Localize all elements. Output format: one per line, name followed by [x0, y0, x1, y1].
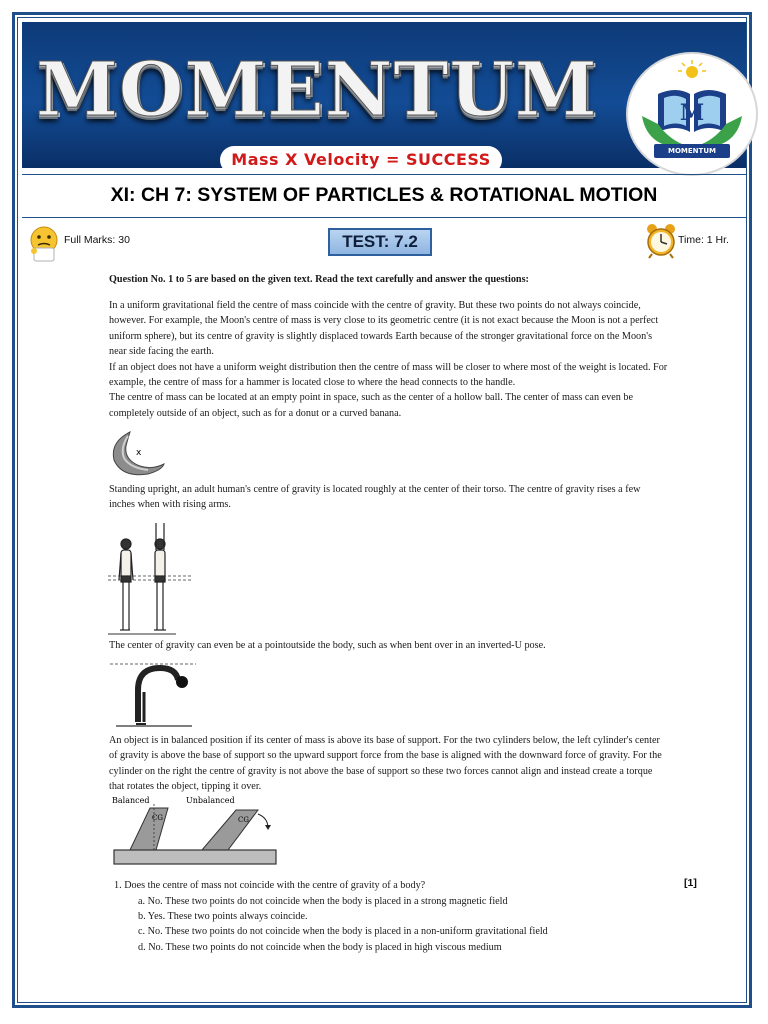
- standing-humans-figure: [106, 520, 194, 638]
- slogan: Mass X Velocity = SUCCESS: [220, 146, 502, 174]
- chapter-title: XI: CH 7: SYSTEM OF PARTICLES & ROTATIONAL MOTION: [110, 184, 658, 206]
- svg-text:M: M: [679, 100, 705, 126]
- book-hands-logo-icon: [626, 52, 758, 176]
- cm-cross-mark: x: [136, 448, 142, 458]
- instructions: Question No. 1 to 5 are based on the given text. Read the text carefully and answer the questions:: [109, 274, 529, 285]
- passage-paragraph-main: In a uniform gravitational field the centre of mass coincide with the centre of gravity. But these two points do not always coincide, however. For example, the Moon's centre of mass is very close to its geometric centre (it is not exact because the Moon is not a perfect uniform sphere), but its centre of gravity is slightly displaced towards Earth because of the stronger gravitational force on the Moon's near side facing the earth.: [109, 300, 659, 358]
- thinking-emoji-icon: [26, 224, 62, 262]
- test-meta-row: [22, 222, 746, 266]
- cg-label-left: CG: [152, 814, 163, 822]
- paragraph-balance: An object is in balanced position if its center of mass is above its base of support. For the two cylinders below, the left cylinder's center of gravity is above the base of support so the upward support force from the base is aligned with the downward force of gravity. For the cylinder on the right the centre of gravity is not above the base of support so these two forces cannot align and instead create a torque that rotates the object, tipping it over.: [109, 735, 662, 793]
- logo-ribbon: MOMENTUM: [654, 144, 730, 158]
- question-1-option-c[interactable]: c. No. These two points do not coincide when the body is placed in a non-uniform gravitational field: [138, 926, 548, 937]
- question-1-option-a[interactable]: a. No. These two points do not coincide when the body is placed in a strong magnetic field: [138, 896, 508, 907]
- cg-label-right: CG: [238, 816, 249, 824]
- question-1-option-b[interactable]: b. Yes. These two points always coincide.: [138, 911, 308, 922]
- question-1-text: 1. Does the centre of mass not coincide with the centre of gravity of a body?: [114, 880, 426, 891]
- passage-paragraph-empty: The centre of mass can be located at an empty point in space, such as the center of a hollow ball. The center of mass can even be completely outside of an object, such as for a donut or a curved banana.: [109, 392, 633, 419]
- paragraph-cg-outside: The center of gravity can even be at a pointoutside the body, such as when bent over in an inverted-U pose.: [109, 640, 546, 651]
- paragraph-standing: Standing upright, an adult human's centre of gravity is located roughly at the center of their torso. The centre of gravity rises a few inches when with rising arms.: [109, 484, 641, 511]
- balanced-cylinders-figure: [108, 794, 280, 868]
- unbalanced-label: Unbalanced: [186, 796, 235, 805]
- time-limit: Time: 1 Hr.: [678, 234, 729, 246]
- banana-figure: [108, 428, 168, 478]
- brand-title: MOMENTUM: [36, 47, 598, 133]
- chapter-bar: [22, 174, 746, 218]
- alarm-clock-icon: [644, 222, 678, 260]
- question-1-marks: [1]: [684, 877, 697, 889]
- full-marks: Full Marks: 30: [64, 234, 130, 246]
- header-banner: [22, 22, 746, 168]
- question-1-option-d[interactable]: d. No. These two points do not coincide when the body is placed in high viscous medium: [138, 942, 502, 953]
- passage: [109, 298, 669, 421]
- passage-paragraph-weight: If an object does not have a uniform weight distribution then the centre of mass will be closer to where most of the weight is located. For example, the centre of mass for a hammer is located close to where the head connects to the handle.: [109, 361, 668, 389]
- balanced-label: Balanced: [112, 796, 150, 805]
- inverted-u-pose-figure: [108, 654, 198, 730]
- test-badge: TEST: 7.2: [328, 228, 432, 256]
